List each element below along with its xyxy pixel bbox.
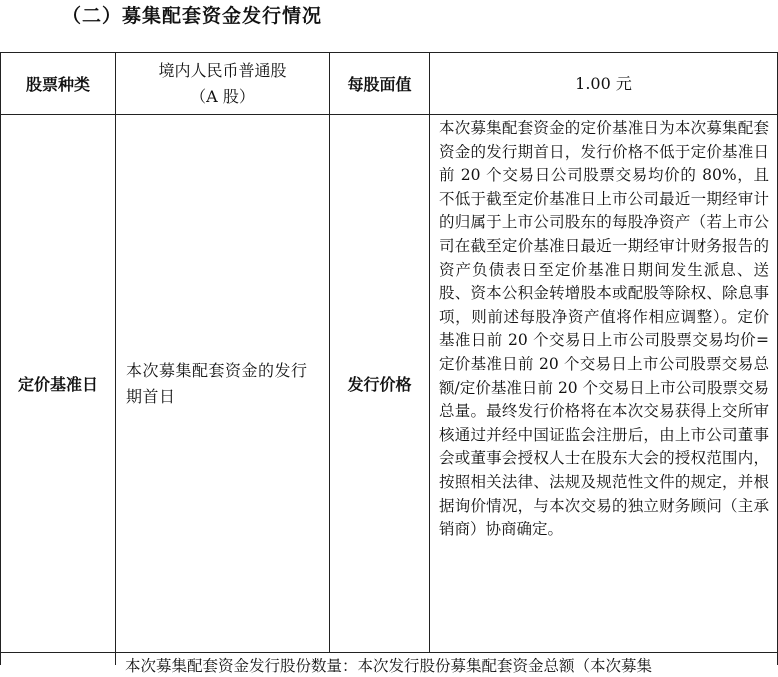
pricing-base-date-value: 本次募集配套资金的发行期首日 [116, 115, 330, 653]
stock-type-value-line1: 境内人民币普通股 [158, 60, 287, 80]
par-value-label: 每股面值 [330, 53, 430, 115]
stock-type-value-line2: （A 股） [190, 86, 255, 106]
issuance-table [0, 52, 778, 675]
par-value-value: 1.00 元 [430, 53, 778, 115]
issue-price-label: 发行价格 [330, 115, 430, 653]
section-title: （二）募集配套资金发行情况 [62, 5, 323, 27]
issue-price-text: 本次募集配套资金的定价基准日为本次募集配套资金的发行期首日，发行价格不低于定价基准日前 20 个交易日公司股票交易均价的 80%，且不低于截至定价基准日上市公司最近一期经审计的归属于上市公司股东的每股净资产（若上市公司在截至定价基准日最近一期经审计财务报告的资产负债表日至定价基准日期间发生派息、送股、资本公积金转增股本或配股等除权、除息事项，则前述每股净资产值将作相应调整）。定价基准日前 20 个交易日上市公司股票交易均价=定价基准日前 20 个交易日上市公司股票交易总额/定价基准日前 20 个交易日上市公司股票交易总量。最终发行价格将在本次交易获得上交所审核通过并经中国证监会注册后，由上市公司董事会或董事会授权人士在股东大会的授权范围内，按照相关法律、法规及规范性文件的规定，并根据询价情况，与本次交易的独立财务顾问（主承销商）协商确定。 [439, 119, 769, 539]
stock-type-value [116, 53, 330, 115]
stock-type-label: 股票种类 [1, 53, 116, 115]
issue-quantity-text: 本次募集配套资金发行股份数量：本次发行股份募集配套资金总额（本次募集 [125, 657, 653, 675]
table-row [1, 653, 778, 666]
issue-price-value [430, 115, 778, 653]
empty-cell [1, 653, 116, 666]
issue-quantity-partial [116, 653, 778, 675]
table-row [1, 53, 778, 115]
table-row [1, 115, 778, 653]
pricing-base-date-label: 定价基准日 [1, 115, 116, 653]
